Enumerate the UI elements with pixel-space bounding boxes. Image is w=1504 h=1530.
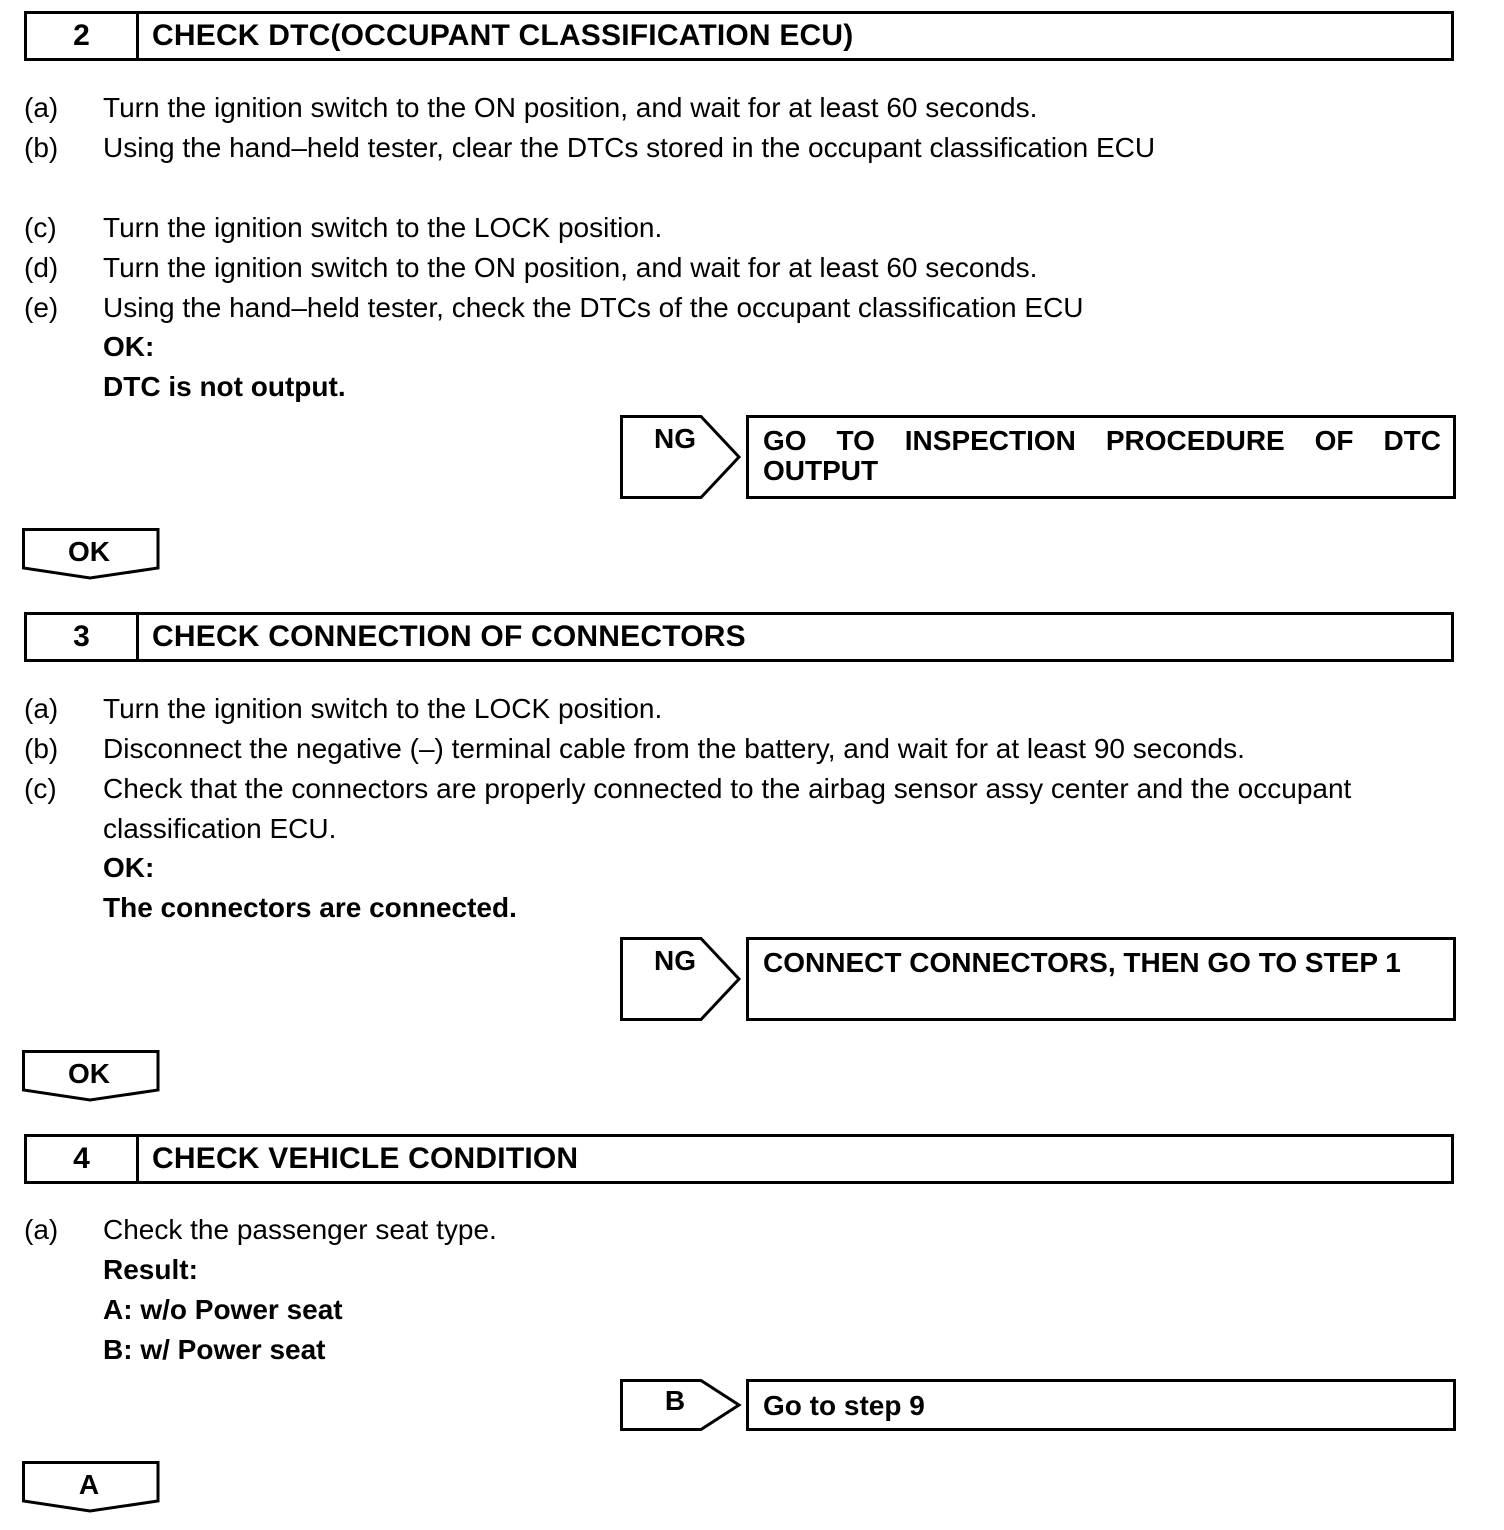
tab-label: OK bbox=[68, 1058, 110, 1089]
item-text: Turn the ignition switch to the LOCK position. bbox=[103, 693, 663, 724]
branch-action-box: Go to step 9 bbox=[746, 1379, 1456, 1431]
step-number: 4 bbox=[27, 1137, 139, 1181]
step-number: 2 bbox=[27, 14, 139, 58]
result-option-a: A: w/o Power seat bbox=[103, 1294, 343, 1325]
item-label: (a) bbox=[24, 1214, 59, 1245]
ng-branch-arrow bbox=[620, 415, 742, 499]
item-text-continued: classification ECU. bbox=[103, 813, 337, 844]
item-text: Turn the ignition switch to the ON position, and wait for at least 60 seconds. bbox=[103, 252, 1038, 283]
branch-action-box: CONNECT CONNECTORS, THEN GO TO STEP 1 bbox=[746, 937, 1456, 1021]
item-text: Check that the connectors are properly connected to the airbag sensor assy center and the occupant bbox=[103, 773, 1352, 804]
next-step-tab bbox=[22, 528, 162, 582]
item-text: Turn the ignition switch to the LOCK position. bbox=[103, 212, 663, 243]
item-label: (b) bbox=[24, 132, 59, 163]
item-label: (b) bbox=[24, 733, 59, 764]
item-text: Using the hand–held tester, clear the DTCs stored in the occupant classification ECU bbox=[103, 132, 1156, 163]
step-title: CHECK DTC(OCCUPANT CLASSIFICATION ECU) bbox=[152, 19, 854, 52]
step-3-header bbox=[24, 612, 1454, 662]
item-label: (c) bbox=[24, 773, 57, 804]
item-label: (a) bbox=[24, 693, 59, 724]
item-text: Check the passenger seat type. bbox=[103, 1214, 497, 1245]
step-4-header bbox=[24, 1134, 1454, 1184]
next-step-tab bbox=[22, 1461, 162, 1515]
item-text: Disconnect the negative (–) terminal cable from the battery, and wait for at least 90 seconds. bbox=[103, 733, 1245, 764]
item-label: (e) bbox=[24, 292, 59, 323]
step-title: CHECK CONNECTION OF CONNECTORS bbox=[152, 620, 746, 653]
tab-label: OK bbox=[68, 536, 110, 567]
item-text: Turn the ignition switch to the ON position, and wait for at least 60 seconds. bbox=[103, 92, 1038, 123]
criteria-text: DTC is not output. bbox=[103, 371, 346, 402]
branch-label: NG bbox=[654, 423, 696, 454]
step-title: CHECK VEHICLE CONDITION bbox=[152, 1142, 579, 1175]
result-label: Result: bbox=[103, 1254, 198, 1285]
branch-label: NG bbox=[654, 945, 696, 976]
branch-label: B bbox=[664, 1385, 686, 1416]
item-label: (c) bbox=[24, 212, 57, 243]
criteria-text: The connectors are connected. bbox=[103, 892, 517, 923]
criteria-label: OK: bbox=[103, 852, 155, 883]
item-text: Using the hand–held tester, check the DTCs of the occupant classification ECU bbox=[103, 292, 1084, 323]
item-label: (a) bbox=[24, 92, 59, 123]
step-number: 3 bbox=[27, 615, 139, 659]
next-step-tab bbox=[22, 1050, 162, 1104]
tab-label: A bbox=[78, 1469, 100, 1500]
b-branch-arrow bbox=[620, 1379, 742, 1431]
result-option-b: B: w/ Power seat bbox=[103, 1334, 326, 1365]
criteria-label: OK: bbox=[103, 331, 155, 362]
item-label: (d) bbox=[24, 252, 59, 283]
ng-branch-arrow bbox=[620, 937, 742, 1021]
step-2-header bbox=[24, 11, 1454, 61]
branch-action-box: GO TO INSPECTION PROCEDURE OF DTC OUTPUT bbox=[746, 415, 1456, 499]
